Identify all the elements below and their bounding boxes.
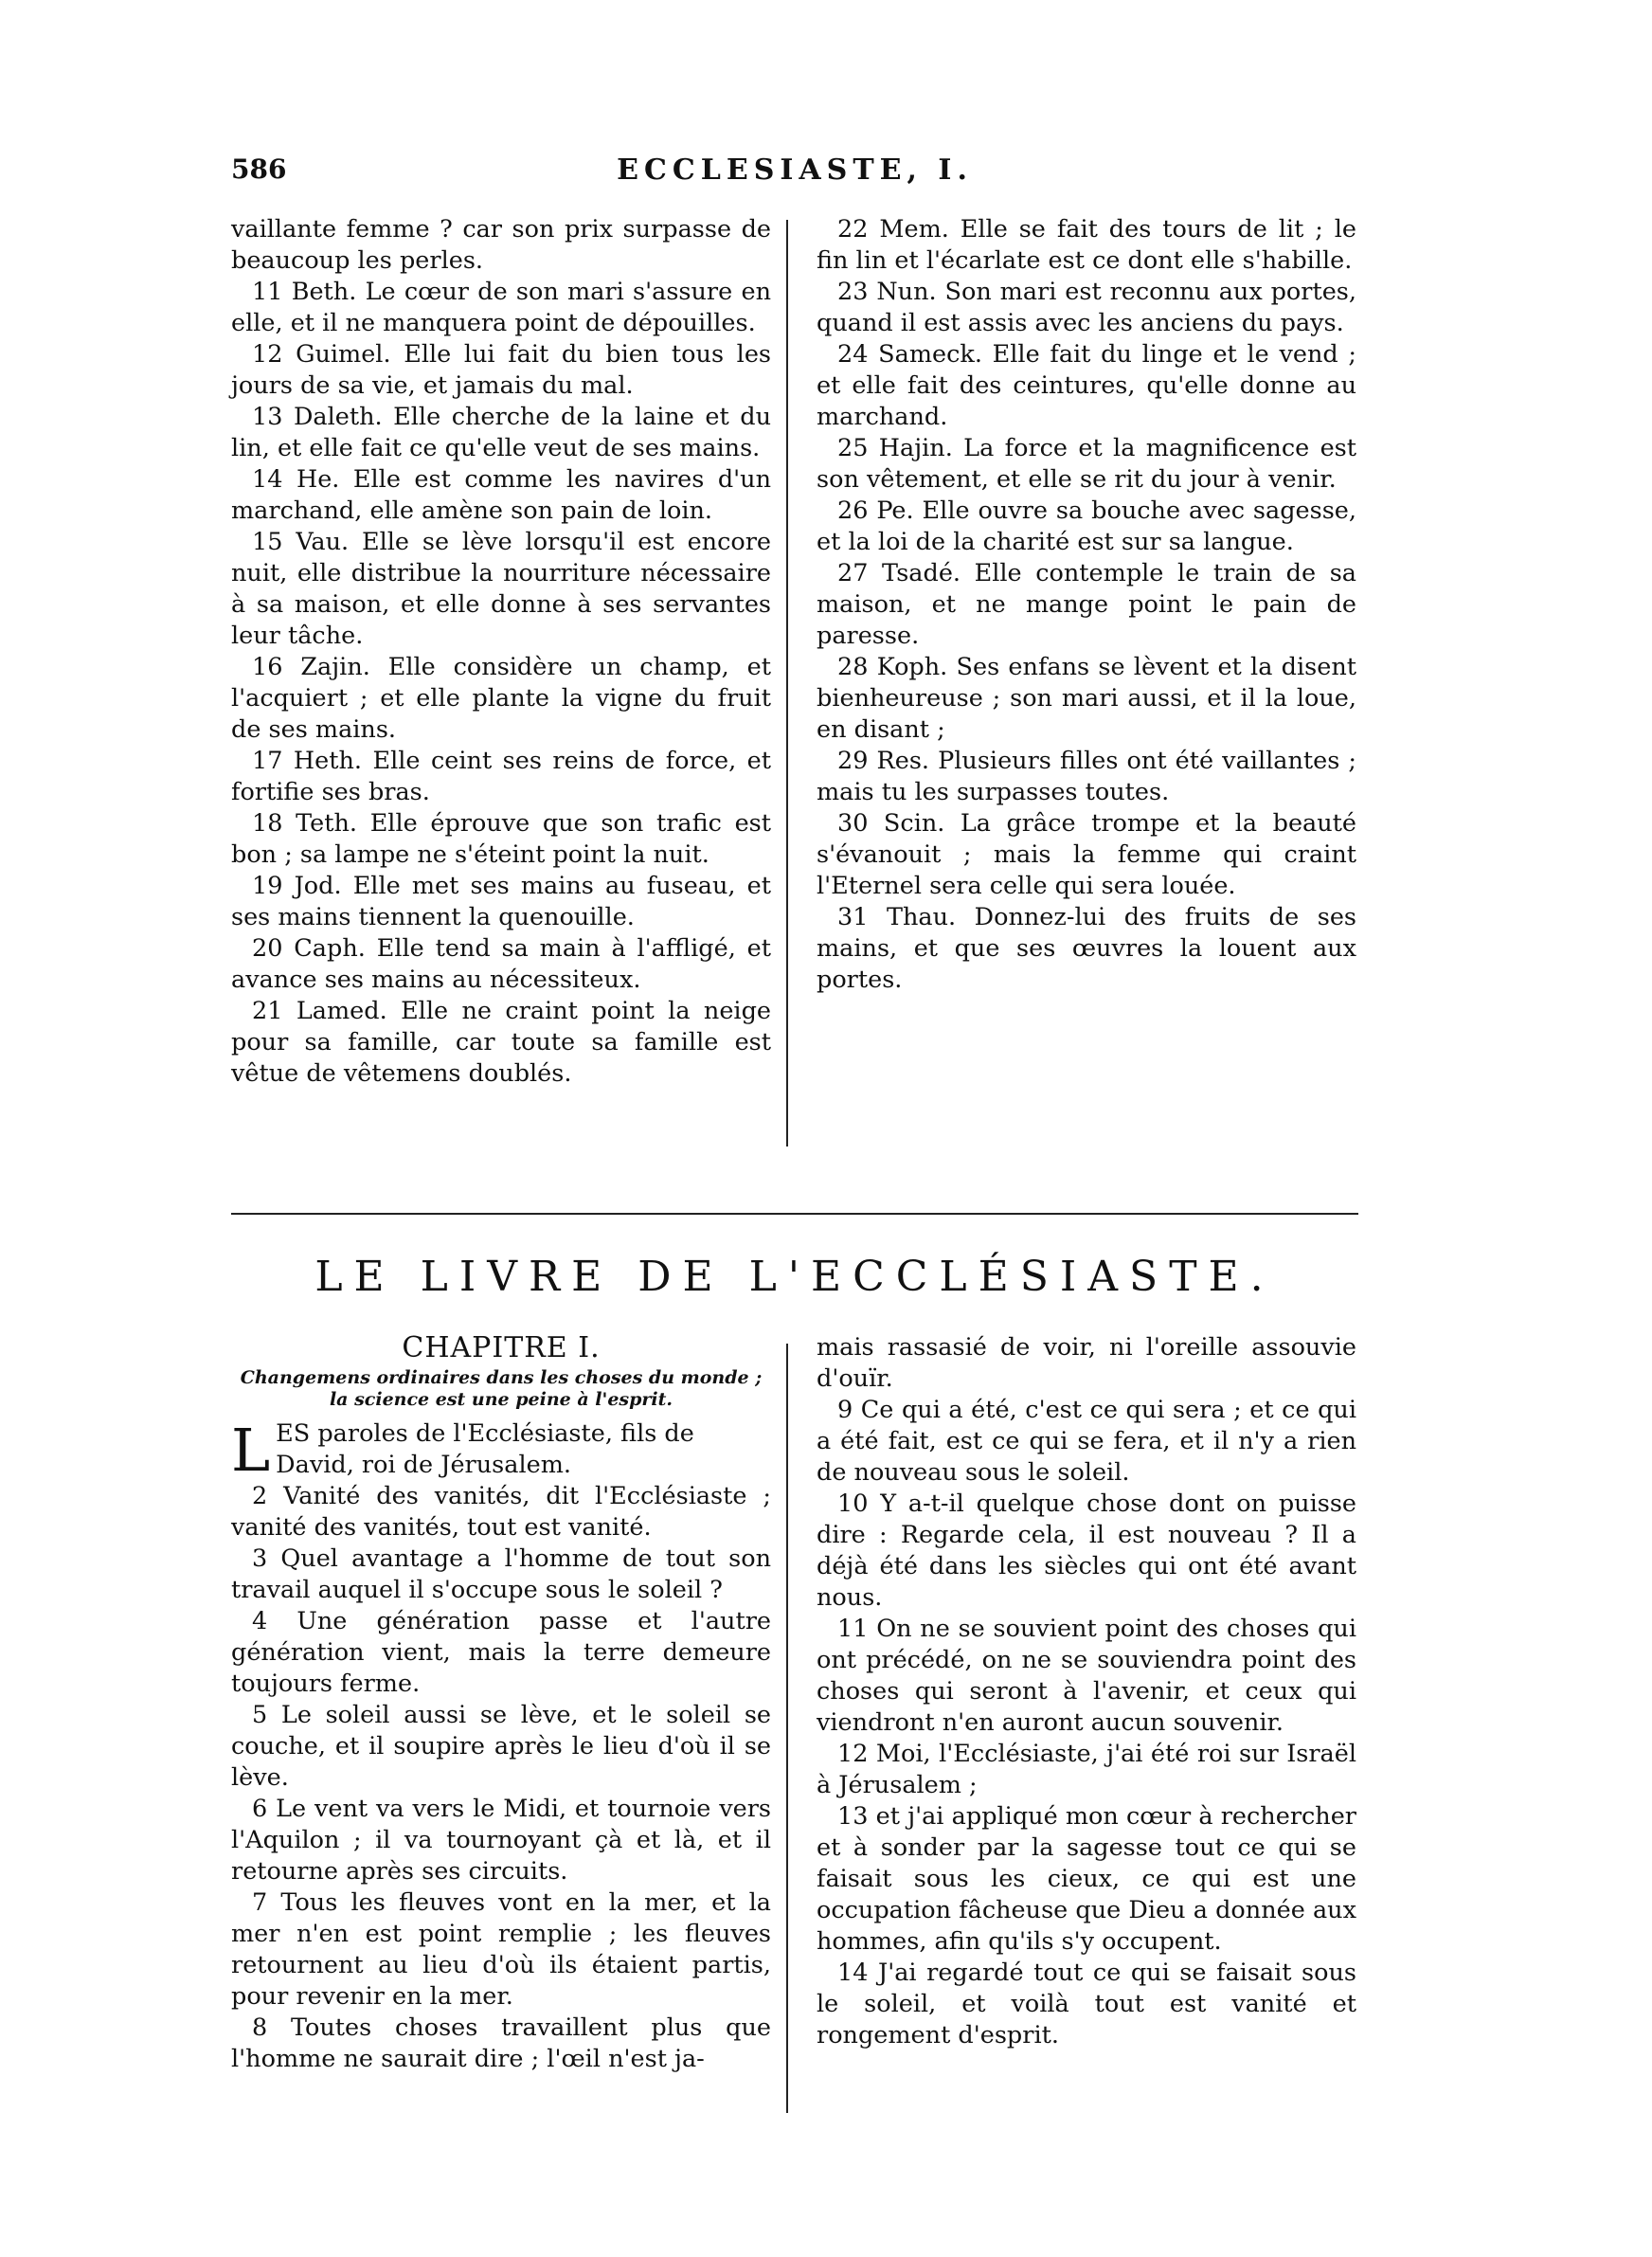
verse-paragraph: 14 J'ai regardé tout ce qui se faisait sous le soleil, et voilà tout est vanité et rongement d'esprit. (817, 1959, 1356, 2049)
bottom-right-column (817, 1332, 1356, 2051)
verse-paragraph: 26 Pe. Elle ouvre sa bouche avec sagesse, et la loi de la charité est sur sa langue. (817, 497, 1356, 556)
page-header (231, 153, 1358, 203)
verse-paragraph: 8 Toutes choses travaillent plus que l'homme ne saurait dire ; l'œil n'est ja- (231, 2013, 771, 2073)
verse-paragraph: 5 Le soleil aussi se lève, et le soleil se couche, et il soupire après le lieu d'où il se lève. (231, 1701, 771, 1792)
verse-paragraph: 11 On ne se souvient point des choses qui ont précédé, on ne se souviendra point des choses qui seront à l'avenir, et ceux qui viendront n'en auront aucun souvenir. (817, 1615, 1356, 1737)
verse-paragraph: 17 Heth. Elle ceint ses reins de force, et fortifie ses bras. (231, 747, 771, 806)
verse-paragraph: 28 Koph. Ses enfans se lèvent et la disent bienheureuse ; son mari aussi, et il la loue, en disant ; (817, 653, 1356, 744)
section-divider (231, 1213, 1358, 1215)
verse-paragraph: 10 Y a-t-il quelque chose dont on puisse dire : Regarde cela, il est nouveau ? Il a déjà été dans les siècles qui ont été avant nous. (817, 1490, 1356, 1612)
verse-paragraph: 12 Guimel. Elle lui fait du bien tous les jours de sa vie, et jamais du mal. (231, 340, 771, 400)
verse-paragraph: 2 Vanité des vanités, dit l'Ecclésiaste ; vanité des vanités, tout est vanité. (231, 1482, 771, 1542)
chapter-summary-line-1: Changemens ordinaires dans les choses du monde ; (240, 1367, 763, 1388)
opening-verse-line-2: David, roi de Jérusalem. (276, 1451, 571, 1479)
verse-paragraph: 24 Sameck. Elle fait du linge et le vend ; et elle fait des ceintures, qu'elle donne au marchand. (817, 340, 1356, 431)
verse-paragraph: 19 Jod. Elle met ses mains au fuseau, et ses mains tiennent la quenouille. (231, 872, 771, 931)
column-divider-top (786, 220, 788, 1147)
verse-paragraph: 23 Nun. Son mari est reconnu aux portes, quand il est assis avec les anciens du pays. (817, 278, 1356, 337)
verse-paragraph: 18 Teth. Elle éprouve que son trafic est bon ; sa lampe ne s'éteint point la nuit. (231, 809, 771, 869)
verse-paragraph: 7 Tous les fleuves vont en la mer, et la mer n'en est point remplie ; les fleuves retournent au lieu d'où ils étaient partis, pour revenir en la mer. (231, 1888, 771, 2011)
running-title: ECCLESIASTE, I. (617, 153, 973, 187)
verse-paragraph: 22 Mem. Elle se fait des tours de lit ; le fin lin et l'écarlate est ce dont elle s'habille. (817, 215, 1356, 275)
verse-paragraph: 20 Caph. Elle tend sa main à l'affligé, et avance ses mains au nécessiteux. (231, 934, 771, 994)
verse-paragraph: 21 Lamed. Elle ne craint point la neige pour sa famille, car toute sa famille est vêtue de vêtemens doublés. (231, 997, 771, 1088)
bottom-left-column (231, 1332, 771, 2075)
chapter-summary (231, 1367, 771, 1411)
verse-paragraph: 31 Thau. Donnez-lui des fruits de ses mains, et que ses œuvres la louent aux portes. (817, 903, 1356, 994)
verse-paragraph: 12 Moi, l'Ecclésiaste, j'ai été roi sur Israël à Jérusalem ; (817, 1740, 1356, 1799)
column-divider-bottom (786, 1344, 788, 2113)
verse-paragraph: 29 Res. Plusieurs filles ont été vaillantes ; mais tu les surpasses toutes. (817, 747, 1356, 806)
chapter-heading: CHAPITRE I. (402, 1331, 601, 1364)
drop-cap: L (231, 1416, 271, 1485)
chapter-summary-line-2: la science est une peine à l'esprit. (329, 1389, 673, 1410)
opening-verse-line-1: ES paroles de l'Ecclésiaste, fils de (276, 1419, 694, 1448)
verse-paragraph: 9 Ce qui a été, c'est ce qui sera ; et ce qui a été fait, est ce qui se fera, et il n'y a rien de nouveau sous le soleil. (817, 1396, 1356, 1487)
verse-paragraph: 25 Hajin. La force et la magnificence est son vêtement, et elle se rit du jour à venir. (817, 434, 1356, 494)
book-title: LE LIVRE DE L'ECCLÉSIASTE. (314, 1253, 1275, 1301)
verse-paragraph: 4 Une génération passe et l'autre génération vient, mais la terre demeure toujours ferme. (231, 1607, 771, 1698)
verse-paragraph: 16 Zajin. Elle considère un champ, et l'acquiert ; et elle plante la vigne du fruit de ses mains. (231, 653, 771, 744)
opening-verse (231, 1416, 771, 1485)
verse-paragraph: 27 Tsadé. Elle contemple le train de sa maison, et ne mange point le pain de paresse. (817, 559, 1356, 650)
verse-paragraph: 30 Scin. La grâce trompe et la beauté s'évanouit ; mais la femme qui craint l'Eternel sera celle qui sera louée. (817, 809, 1356, 900)
verse-paragraph: 13 Daleth. Elle cherche de la laine et du lin, et elle fait ce qu'elle veut de ses mains. (231, 403, 771, 462)
verse-paragraph: mais rassasié de voir, ni l'oreille assouvie d'ouïr. (817, 1333, 1356, 1393)
top-left-column (231, 214, 771, 1090)
verse-paragraph: 11 Beth. Le cœur de son mari s'assure en elle, et il ne manquera point de dépouilles. (231, 278, 771, 337)
page-number: 586 (231, 153, 287, 185)
verse-paragraph: 14 He. Elle est comme les navires d'un marchand, elle amène son pain de loin. (231, 465, 771, 525)
verse-paragraph: 6 Le vent va vers le Midi, et tournoie vers l'Aquilon ; il va tournoyant çà et là, et il retourne après ses circuits. (231, 1795, 771, 1886)
verse-paragraph: 3 Quel avantage a l'homme de tout son travail auquel il s'occupe sous le soleil ? (231, 1544, 771, 1604)
top-right-column (817, 214, 1356, 996)
verse-paragraph: vaillante femme ? car son prix surpasse de beaucoup les perles. (231, 215, 771, 275)
verse-paragraph: 13 et j'ai appliqué mon cœur à rechercher et à sonder par la sagesse tout ce qui se faisait sous les cieux, ce qui est une occupation fâcheuse que Dieu a donnée aux hommes, afin qu'ils s'y occupent. (817, 1802, 1356, 1956)
verse-paragraph: 15 Vau. Elle se lève lorsqu'il est encore nuit, elle distribue la nourriture nécessaire à sa maison, et elle donne à ses servantes leur tâche. (231, 528, 771, 650)
